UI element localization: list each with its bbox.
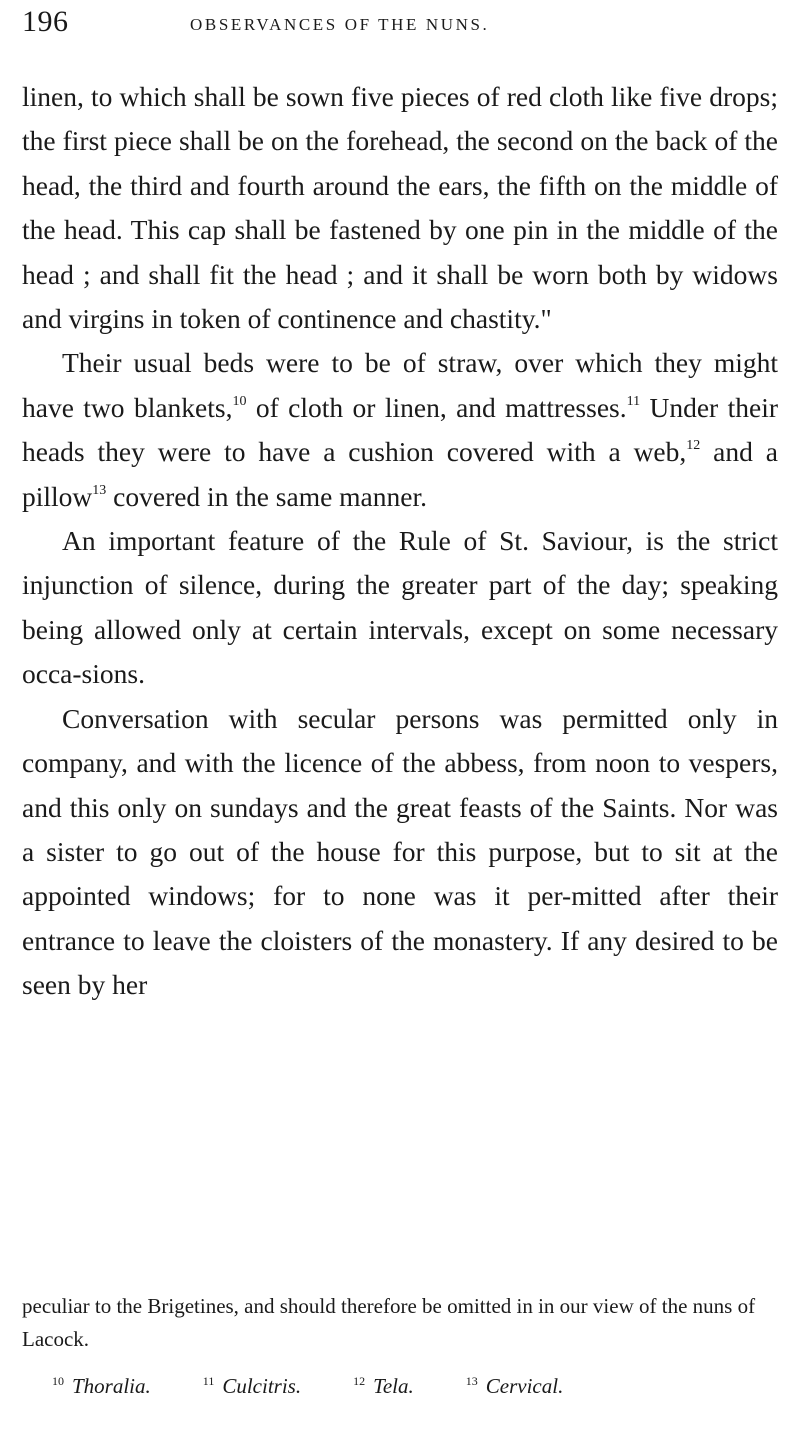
- paragraph-text: An important feature of the Rule of St. Saviour, is the strict injunction of silence, during the greater part of the day; speaking being allowed only at certain intervals, except on some necessary occa-sions.: [22, 525, 778, 690]
- footnotes: [22, 1290, 778, 1401]
- footnote-marker: 11: [626, 393, 641, 409]
- footnote-number: 11: [202, 1374, 215, 1388]
- paragraph-text: Conversation with secular persons was permitted only in company, and with the licence of the abbess, from noon to vespers, and this only on sundays and the great feasts of the Saints. Nor was a sister to go out of the house for this purpose, but to sit at the appointed windows; for to none was it per-mitted after their entrance to leave the cloisters of the monastery. If any desired to be seen by her: [22, 702, 778, 1001]
- paragraph-text: Their usual beds were to be of straw, over which they might have two blankets,: [22, 347, 778, 423]
- book-page: [22, 0, 778, 1448]
- footnote-ref: [353, 1366, 414, 1401]
- paragraph-text: of cloth or linen, and mattresses.: [246, 391, 627, 423]
- footnote-ref: [52, 1366, 151, 1401]
- paragraph: [22, 519, 778, 697]
- paragraph: [22, 341, 778, 519]
- footnote-marker: 10: [232, 393, 247, 409]
- paragraph-text: linen, to which shall be sown five pieces of red cloth like five drops; the first piece shall be on the forehead, the second on the back of the head, the third and fourth around the ears, the fifth on the middle of the head. This cap shall be fastened by one pin in the middle of the head ; and shall fit the head ; and it shall be worn both by widows and virgins in token of continence and chastity.": [22, 81, 778, 335]
- paragraph-text: and a pillow: [22, 436, 778, 512]
- footnote-term: Tela.: [373, 1374, 414, 1398]
- footnote-term: Thoralia.: [72, 1374, 151, 1398]
- paragraph-text: covered in the same manner.: [106, 480, 427, 512]
- paragraph: [22, 697, 778, 1008]
- footnote-term: Culcitris.: [222, 1374, 302, 1398]
- paragraph: [22, 75, 778, 341]
- footnote-number: 12: [353, 1374, 366, 1388]
- footnote-marker: 13: [92, 482, 107, 498]
- footnote-ref: [203, 1366, 301, 1401]
- footnote-number: 10: [52, 1374, 64, 1388]
- footnote-ref: [466, 1366, 564, 1401]
- body-text: [22, 75, 778, 1008]
- paragraph-text: Under their heads they were to have a cushion covered with a web,: [22, 391, 778, 468]
- running-head: [22, 4, 778, 44]
- running-title: OBSERVANCES OF THE NUNS.: [190, 15, 490, 34]
- footnote-number: 13: [465, 1374, 478, 1388]
- footnote-marker: 12: [686, 438, 701, 454]
- footnote-references: [22, 1366, 778, 1401]
- footnote-term: Cervical.: [485, 1374, 564, 1398]
- footnote-continuation: peculiar to the Brigetines, and should therefore be omitted in in our view of the nuns of Lacock.: [22, 1294, 756, 1351]
- page-number: 196: [22, 5, 69, 38]
